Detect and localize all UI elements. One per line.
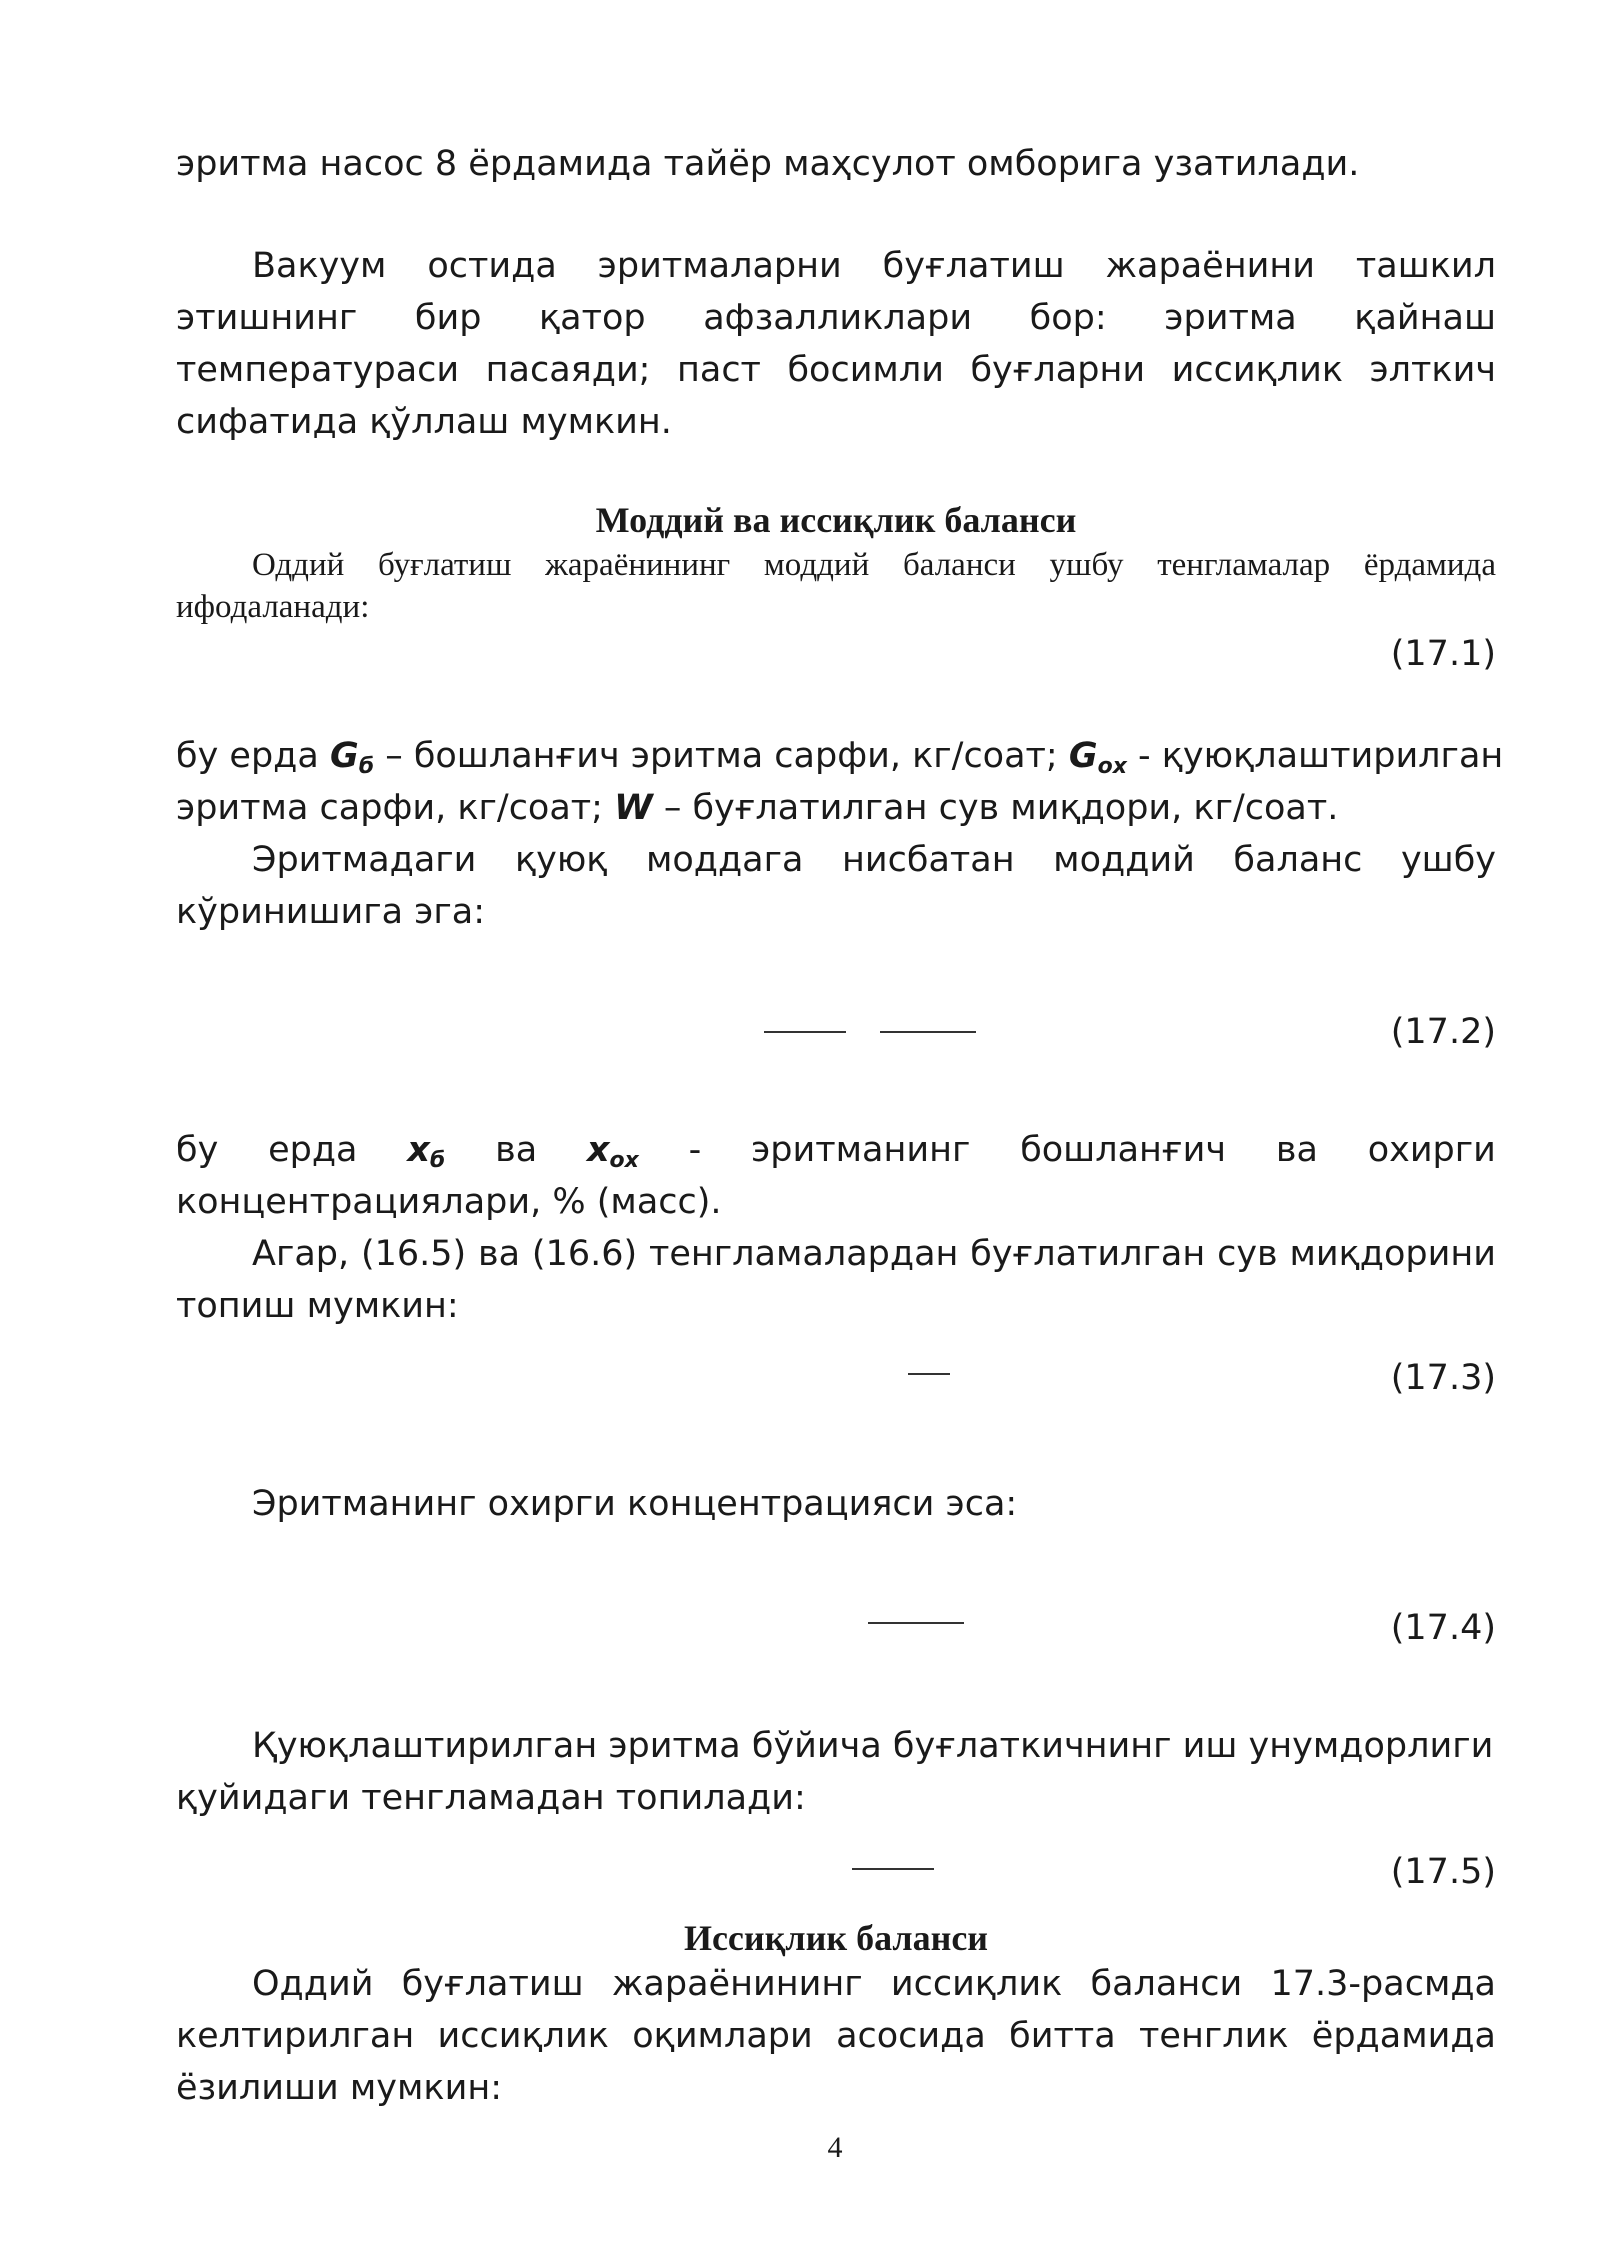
text-line: топиш мумкин: [176, 1286, 459, 1326]
var-x: $x_б$ [407, 1130, 446, 1173]
text-line: кўринишига эга: [176, 892, 486, 932]
equation-number: (17.5) [1390, 1852, 1496, 1892]
text-line: Эритмадаги қуюқ моддага нисбатан моддий баланс ушбу [252, 840, 1496, 880]
text-line: келтирилган иссиқлик оқимлари асосида битта тенглик ёрдамида [176, 2016, 1496, 2056]
paragraph-material-balance-intro [176, 544, 1496, 628]
fraction-bar [852, 1868, 934, 1870]
text-line: этишнинг бир қатор афзалликлари бор: эритма қайнаш [176, 298, 1496, 338]
page-number: 4 [827, 2131, 843, 2164]
fraction-bar [880, 1031, 976, 1033]
paragraph-final-concentration: Эритманинг охирги концентрацияси эса: [252, 1484, 1018, 1524]
text-line: бу ерда $G_б$ – бошланғич эритма сарфи, кг/соат; $G_{ох}$ - қуюқлаштирилган [176, 736, 1504, 779]
equation-number: (17.1) [1390, 634, 1496, 674]
fraction-bar [868, 1622, 964, 1624]
text-line: Қуюқлаштирилган эритма бўйича буғлаткичнинг иш унумдорлиги [252, 1726, 1494, 1766]
var-G: $G_б$ [329, 736, 375, 779]
text-line: температураси пасаяди; паст босимли буғларни иссиқлик элткич [176, 350, 1496, 390]
section-heading-material-balance: Моддий ва иссиқлик баланси [595, 500, 1077, 540]
text-line: қуйидаги тенгламадан топилади: [176, 1778, 806, 1818]
paragraph-where-x [176, 1124, 1496, 1332]
text-line: Оддий буғлатиш жараёнининг моддий баланси ушбу тенгламалар ёрдамида [252, 547, 1496, 583]
paragraph-productivity [176, 1720, 1496, 1824]
equation-number: (17.2) [1390, 1012, 1496, 1052]
text-line: эритма сарфи, кг/соат; W – буғлатилган сув миқдори, кг/соат. [176, 788, 1339, 828]
text-line: сифатида қўллаш мумкин. [176, 402, 672, 442]
paragraph-vacuum-advantages [176, 240, 1496, 448]
var-x-final: $x_{ох}$ [586, 1130, 639, 1173]
fraction-bar [908, 1373, 950, 1375]
text-line: бу ерда $x_б$ ва $x_{ох}$ - эритманинг бошланғич ва охирги [176, 1130, 1496, 1173]
text-line: ёзилиши мумкин: [176, 2068, 502, 2108]
text-line: ифодаланади: [176, 589, 370, 625]
section-heading-heat-balance: Иссиқлик баланси [683, 1918, 989, 1958]
text-line: концентрациялари, % (масс). [176, 1182, 722, 1222]
paragraph-continuation: эритма насос 8 ёрдамида тайёр маҳсулот омборига узатилади. [176, 144, 1360, 184]
equation-number: (17.3) [1390, 1358, 1496, 1398]
paragraph-where-G [176, 730, 1504, 938]
text-line: Агар, (16.5) ва (16.6) тенгламалардан буғлатилган сув миқдорини [252, 1234, 1496, 1274]
text-line: Оддий буғлатиш жараёнининг иссиқлик баланси 17.3-расмда [252, 1964, 1496, 2004]
equation-number: (17.4) [1390, 1608, 1496, 1648]
text-line: Вакуум остида эритмаларни буғлатиш жараёнини ташкил [252, 246, 1496, 286]
fraction-bar [764, 1031, 846, 1033]
paragraph-heat-balance-intro [176, 1958, 1496, 2114]
var-W: W [614, 788, 653, 828]
var-G-final: $G_{ох}$ [1068, 736, 1127, 779]
